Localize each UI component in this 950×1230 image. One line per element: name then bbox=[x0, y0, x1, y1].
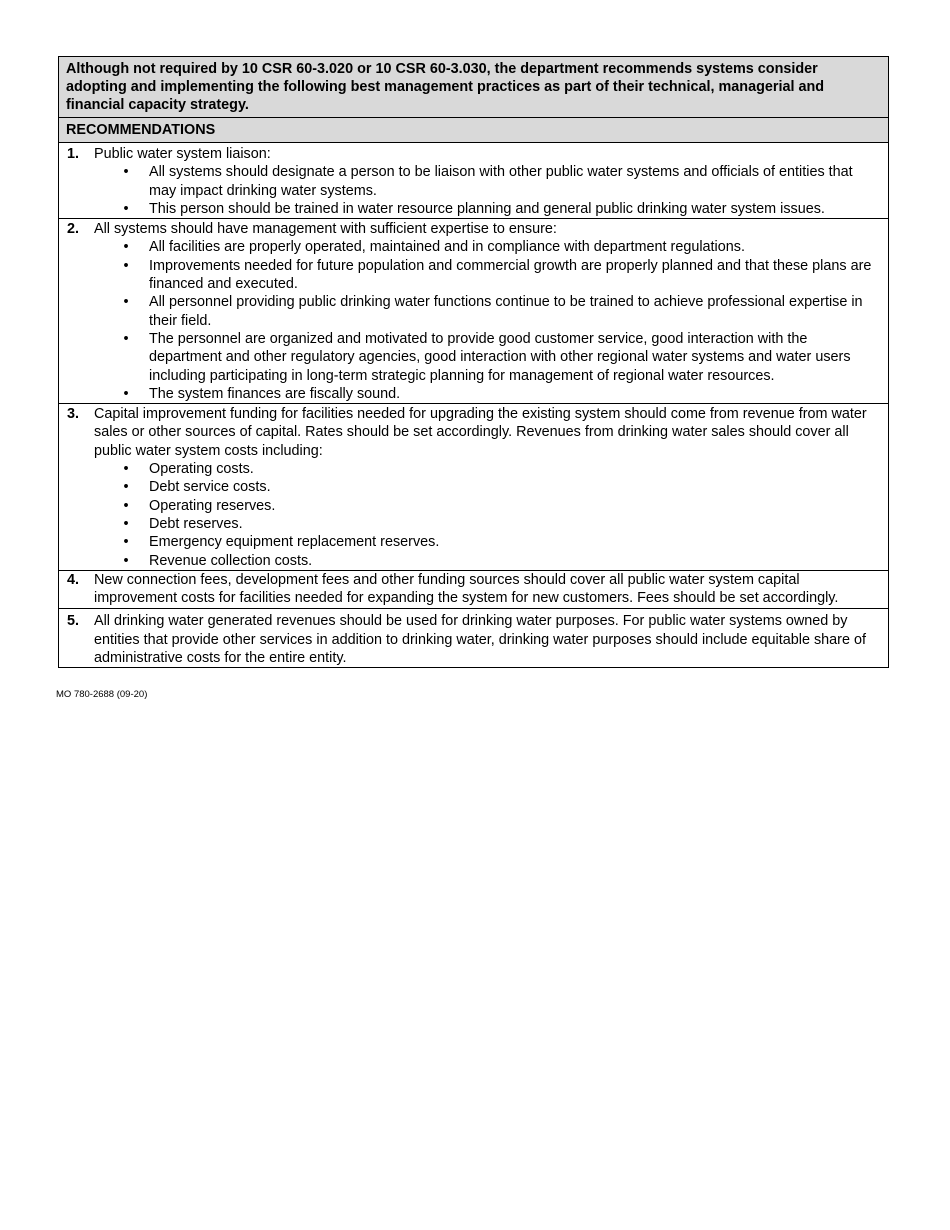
recommendations-table bbox=[58, 56, 889, 668]
list-item: • Debt reserves. bbox=[149, 515, 880, 533]
bullet-icon: • bbox=[123, 200, 129, 217]
bullet-icon: • bbox=[123, 461, 129, 478]
item-number: 5. bbox=[67, 613, 80, 630]
item-lead: Public water system liaison: bbox=[94, 146, 271, 162]
item-lead: All drinking water generated revenues should be used for drinking water purposes. For public water systems owned by entities that provide other services in addition to drinking water, drinking water purposes should include equitable share of administrative costs for the entire entity. bbox=[94, 613, 866, 667]
bullet-list bbox=[94, 163, 880, 218]
list-item: • All facilities are properly operated, maintained and in compliance with department regulations. bbox=[149, 238, 880, 256]
list-item: • Operating reserves. bbox=[149, 497, 880, 515]
item-lead: Capital improvement funding for facilities needed for upgrading the existing system should come from revenue from water sales or other sources of capital. Rates should be set accordingly. Revenues from drinking water sales should cover all public water system costs including: bbox=[94, 406, 867, 459]
list-item: • Operating costs. bbox=[149, 460, 880, 478]
list-item: • All personnel providing public drinking water functions continue to be trained to achieve professional expertise in their field. bbox=[149, 293, 880, 330]
list-item: • Improvements needed for future population and commercial growth are properly planned and that these plans are financed and executed. bbox=[149, 257, 880, 294]
bullet-icon: • bbox=[123, 385, 129, 402]
recommendations-header: RECOMMENDATIONS bbox=[59, 118, 888, 143]
list-item: • Debt service costs. bbox=[149, 478, 880, 496]
bullet-icon: • bbox=[123, 164, 129, 181]
bullet-icon: • bbox=[123, 552, 129, 569]
intro-text: Although not required by 10 CSR 60-3.020 or 10 CSR 60-3.030, the department recommends systems consider adopting and implementing the following best management practices as part of their technical, managerial and financial capacity strategy. bbox=[59, 57, 888, 118]
recommendation-row-2 bbox=[59, 219, 888, 404]
item-number: 2. bbox=[67, 221, 80, 238]
item-lead: New connection fees, development fees and other funding sources should cover all public water system capital improvement costs for facilities needed for expanding the system for new customers. Fees should be set accordingly. bbox=[94, 571, 839, 607]
item-number: 4. bbox=[67, 571, 80, 588]
bullet-icon: • bbox=[123, 534, 129, 551]
bullet-icon: • bbox=[123, 257, 129, 274]
recommendation-row-3 bbox=[59, 404, 888, 571]
item-number: 1. bbox=[67, 146, 80, 162]
bullet-icon: • bbox=[123, 239, 129, 256]
bullet-icon: • bbox=[123, 497, 129, 514]
recommendation-row-4 bbox=[59, 571, 888, 610]
list-item: • The system finances are fiscally sound. bbox=[149, 385, 880, 403]
bullet-icon: • bbox=[123, 479, 129, 496]
list-item: • This person should be trained in water resource planning and general public drinking water system issues. bbox=[149, 200, 880, 218]
recommendation-row-1 bbox=[59, 143, 888, 219]
list-item: • Emergency equipment replacement reserves. bbox=[149, 533, 880, 551]
bullet-icon: • bbox=[123, 330, 129, 347]
item-number: 3. bbox=[67, 406, 80, 423]
bullet-list bbox=[94, 460, 880, 570]
list-item: • Revenue collection costs. bbox=[149, 552, 880, 570]
form-number: MO 780-2688 (09-20) bbox=[56, 689, 148, 700]
item-lead: All systems should have management with sufficient expertise to ensure: bbox=[94, 221, 557, 238]
list-item: • The personnel are organized and motivated to provide good customer service, good interaction with the department and other regulatory agencies, good interaction with other regional water systems and water users including participating in long-term strategic planning for management of regional water resources. bbox=[149, 330, 880, 385]
list-item: • All systems should designate a person to be liaison with other public water systems and officials of entities that may impact drinking water systems. bbox=[149, 163, 880, 200]
recommendation-row-5 bbox=[59, 609, 888, 667]
bullet-list bbox=[94, 238, 880, 403]
bullet-icon: • bbox=[123, 294, 129, 311]
bullet-icon: • bbox=[123, 515, 129, 532]
